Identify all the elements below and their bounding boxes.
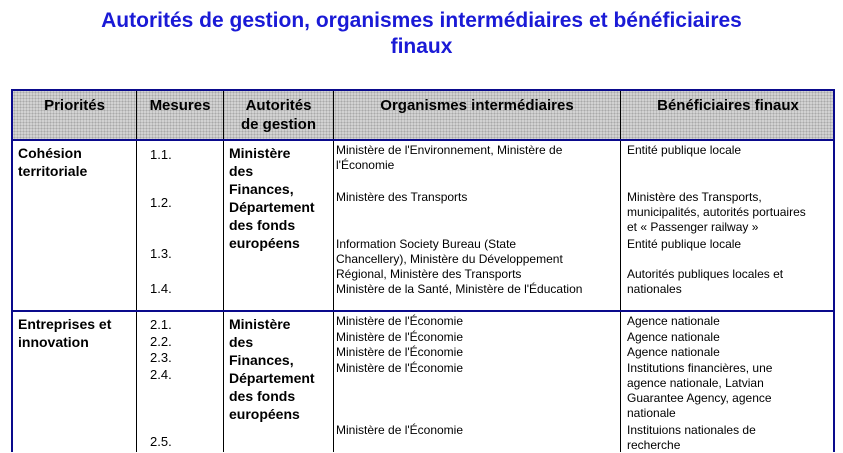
final-beneficiary: Instituions nationales de recherche — [627, 423, 756, 452]
measure-number: 1.3. — [150, 246, 172, 261]
header-mesures: Mesures — [149, 97, 211, 114]
title-line-2: finaux — [390, 35, 453, 58]
header-priorites: Priorités — [44, 97, 105, 114]
header-organismes: Organismes intermédiaires — [380, 97, 574, 114]
measure-number: 1.2. — [150, 195, 172, 210]
managing-authority: Ministère des Finances, Département des fonds européens — [229, 145, 315, 251]
intermediate-body: Ministère de l'Économie — [336, 330, 464, 344]
measure-number: 2.2. — [150, 334, 172, 349]
final-beneficiary: Entité publique locale — [627, 143, 742, 157]
measure-number: 2.1. — [150, 317, 172, 332]
measure-number: 1.1. — [150, 147, 172, 162]
intermediate-body: Ministère de l'Économie — [336, 345, 464, 359]
final-beneficiary: Agence nationale — [627, 314, 720, 328]
column-divider — [620, 91, 621, 452]
managing-authority: Ministère des Finances, Département des fonds européens — [229, 316, 315, 422]
intermediate-body: Ministère de l'Environnement, Ministère de l'Économie — [336, 143, 563, 172]
measure-number: 2.4. — [150, 367, 172, 382]
final-beneficiary: Agence nationale — [627, 330, 720, 344]
header-divider — [13, 139, 833, 141]
intermediate-body: Ministère de la Santé, Ministère de l'Éducation — [336, 282, 583, 296]
final-beneficiary: Entité publique locale — [627, 237, 742, 251]
column-divider — [136, 91, 137, 452]
group-divider — [13, 310, 833, 312]
intermediate-body: Ministère des Transports — [336, 190, 468, 204]
intermediate-body: Information Society Bureau (State Chancellery), Ministère du Développement Régional, Ministère des Transports — [336, 237, 563, 281]
priority-label: Entreprises et innovation — [18, 316, 112, 350]
final-beneficiary: Institutions financières, une agence nationale, Latvian Guarantee Agency, agence nationale — [627, 361, 773, 420]
measure-number: 2.5. — [150, 434, 172, 449]
final-beneficiary: Autorités publiques locales et nationales — [627, 267, 784, 296]
header-beneficiaires: Bénéficiaires finaux — [657, 97, 799, 114]
priority-label: Cohésion territoriale — [18, 145, 88, 179]
intermediate-body: Ministère de l'Économie — [336, 423, 464, 437]
header-autorites: Autorités de gestion — [240, 97, 316, 133]
final-beneficiary: Agence nationale — [627, 345, 720, 359]
column-divider — [333, 91, 334, 452]
measure-number: 2.3. — [150, 350, 172, 365]
intermediate-body: Ministère de l'Économie — [336, 361, 464, 375]
measure-number: 1.4. — [150, 281, 172, 296]
page-title — [0, 8, 843, 60]
column-divider — [223, 91, 224, 452]
final-beneficiary: Ministère des Transports, municipalités, autorités portuaires et « Passenger railway » — [627, 190, 806, 234]
authorities-table — [11, 89, 835, 452]
intermediate-body: Ministère de l'Économie — [336, 314, 464, 328]
title-line-1: Autorités de gestion, organismes intermédiaires et bénéficiaires — [101, 9, 742, 32]
